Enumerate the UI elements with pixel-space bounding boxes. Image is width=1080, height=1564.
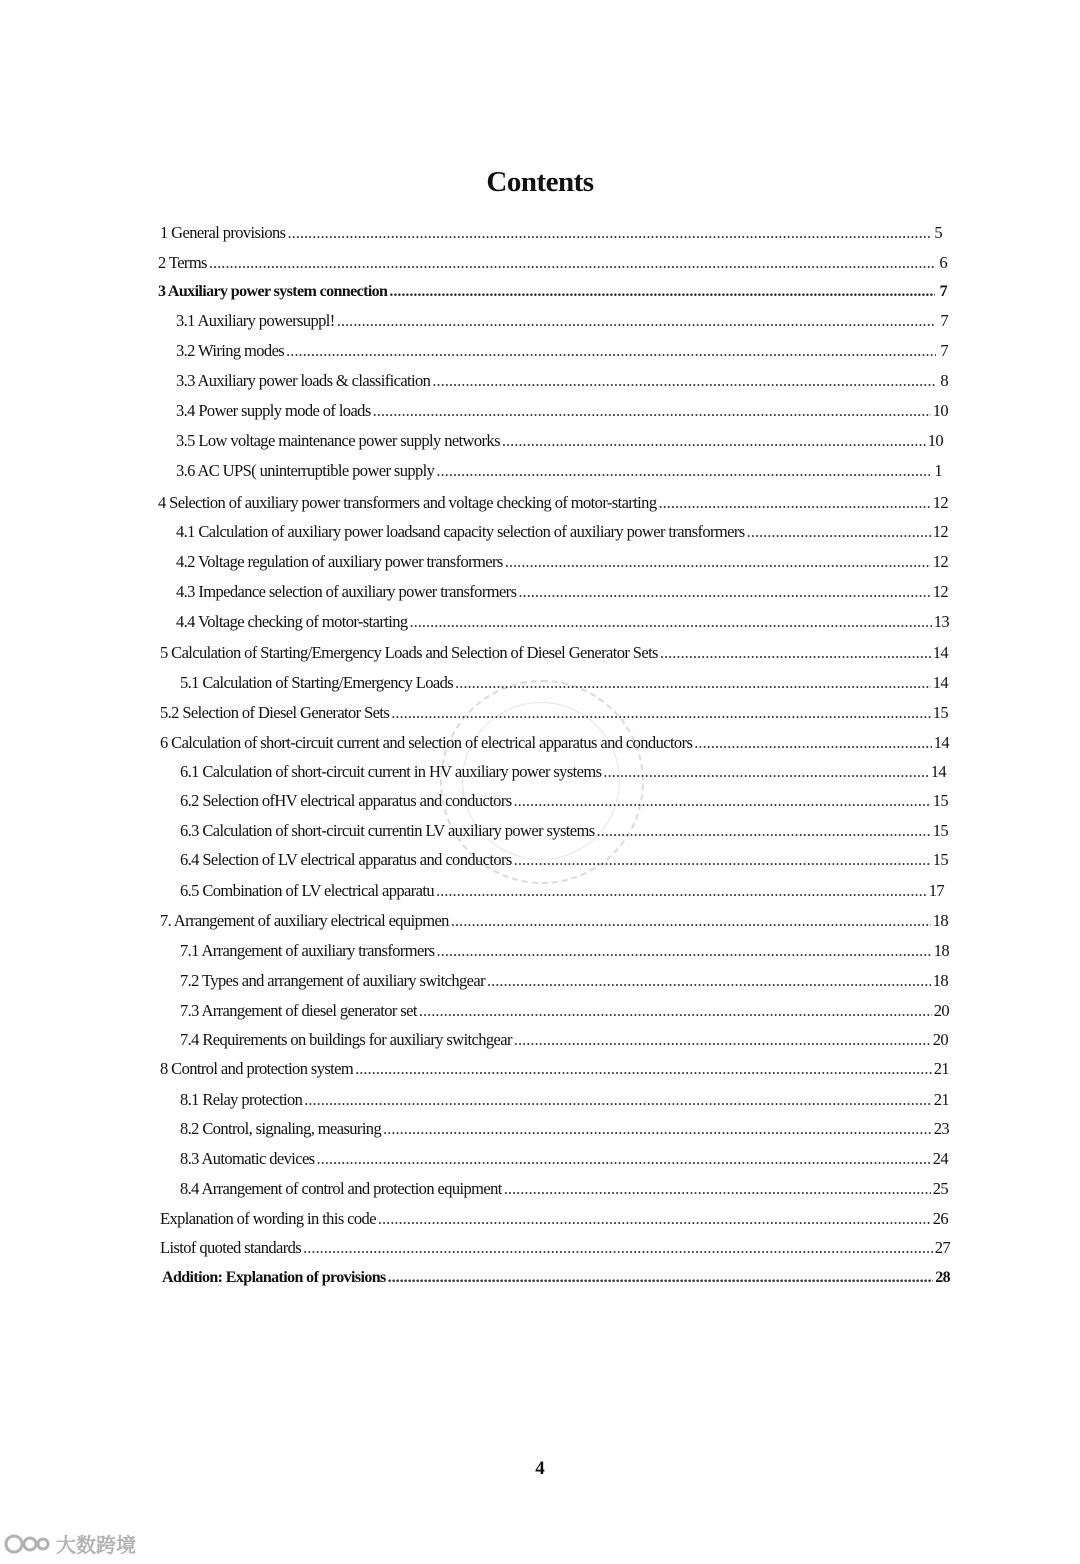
toc-dot-leader	[355, 1056, 932, 1082]
toc-entry-page: 18	[932, 971, 948, 990]
toc-dot-leader	[410, 609, 932, 635]
watermark-logo-icon	[4, 1533, 50, 1555]
toc-entry-page: 10	[932, 401, 948, 420]
toc-entry-page: 28	[935, 1269, 950, 1286]
toc-entry[interactable]	[176, 609, 949, 635]
watermark	[4, 1529, 136, 1558]
toc-entry-label: 8.1 Relay protection	[180, 1090, 303, 1109]
toc-dot-leader	[389, 279, 935, 305]
toc-entry-label: 3.6 AC UPS( uninterruptible power supply	[176, 461, 435, 480]
toc-entry[interactable]	[180, 1116, 949, 1142]
toc-dot-leader	[436, 458, 930, 484]
toc-entry-page: 12	[932, 552, 948, 571]
toc-entry-label: 4 Selection of auxiliary power transformers and voltage checking of motor-starting	[158, 493, 657, 512]
toc-entry-page: 14	[932, 643, 948, 662]
toc-dot-leader	[303, 1235, 933, 1261]
toc-entry[interactable]	[176, 308, 948, 334]
toc-entry-label: 4.3 Impedance selection of auxiliary power transformers	[176, 582, 517, 601]
toc-entry-label: Addition: Explanation of provisions	[162, 1269, 386, 1286]
toc-entry[interactable]	[160, 1056, 949, 1082]
toc-entry[interactable]	[160, 730, 949, 756]
toc-dot-leader	[436, 878, 927, 904]
toc-entry[interactable]	[176, 579, 948, 605]
toc-entry-label: 3.5 Low voltage maintenance power supply networks	[176, 431, 500, 450]
toc-dot-leader	[419, 998, 932, 1024]
toc-entry-label: 4.1 Calculation of auxiliary power loadsand capacity selection of auxiliary power transformers	[176, 522, 745, 541]
toc-entry-page: 15	[932, 703, 948, 722]
toc-entry-label: 7. Arrangement of auxiliary electrical equipmen	[160, 911, 449, 930]
page-number: 4	[535, 1458, 545, 1479]
toc-dot-leader	[504, 1176, 931, 1202]
toc-entry[interactable]	[180, 938, 949, 964]
toc-entry[interactable]	[180, 759, 946, 785]
toc-dot-leader	[383, 1116, 932, 1142]
toc-entry-label: 8 Control and protection system	[160, 1059, 354, 1078]
toc-entry-page: 12	[932, 582, 948, 601]
toc-dot-leader	[317, 1146, 931, 1172]
toc-entry[interactable]	[180, 670, 948, 696]
toc-dot-leader	[286, 338, 936, 364]
toc-entry-page: 14	[933, 733, 949, 752]
toc-entry[interactable]	[180, 788, 948, 814]
toc-entry-page: 26	[932, 1209, 948, 1228]
toc-entry[interactable]	[180, 1027, 948, 1053]
toc-entry[interactable]	[176, 338, 948, 364]
toc-dot-leader	[597, 818, 931, 844]
toc-entry[interactable]	[176, 519, 948, 545]
toc-entry-page: 27	[934, 1238, 950, 1257]
toc-entry-label: 6.3 Calculation of short-circuit currentin LV auxiliary power systems	[180, 821, 595, 840]
toc-dot-leader	[287, 220, 930, 246]
toc-entry[interactable]	[180, 878, 944, 904]
toc-dot-leader	[747, 519, 931, 545]
toc-entry-label: 4.2 Voltage regulation of auxiliary power transformers	[176, 552, 503, 571]
toc-dot-leader	[451, 908, 931, 934]
toc-dot-leader	[487, 968, 931, 994]
toc-dot-leader	[658, 490, 930, 516]
toc-entry-label: 3 Auxiliary power system connection	[158, 283, 388, 300]
toc-dot-leader	[660, 640, 931, 666]
toc-entry-label: Listof quoted standards	[160, 1238, 302, 1257]
toc-entry-page: 7	[940, 311, 948, 330]
toc-entry-label: 7.3 Arrangement of diesel generator set	[180, 1001, 417, 1020]
toc-entry[interactable]	[180, 998, 949, 1024]
toc-dot-leader	[694, 730, 931, 756]
toc-entry[interactable]	[176, 428, 943, 454]
toc-entry[interactable]	[158, 490, 948, 516]
toc-entry[interactable]	[160, 1206, 948, 1232]
toc-entry[interactable]	[162, 1265, 950, 1291]
toc-entry-page: 20	[933, 1001, 949, 1020]
toc-entry[interactable]	[160, 220, 942, 246]
toc-dot-leader	[304, 1087, 931, 1113]
toc-entry-page: 1	[934, 461, 942, 480]
toc-entry[interactable]	[176, 368, 948, 394]
toc-entry-label: 6.2 Selection ofHV electrical apparatus and conductors	[180, 791, 512, 810]
toc-dot-leader	[436, 938, 931, 964]
toc-dot-leader	[337, 308, 936, 334]
toc-entry-label: 3.1 Auxiliary powersuppl!	[176, 311, 335, 330]
toc-dot-leader	[455, 670, 931, 696]
toc-entry-label: 8.3 Automatic devices	[180, 1149, 315, 1168]
toc-entry-page: 23	[933, 1119, 949, 1138]
toc-entry-label: 7.1 Arrangement of auxiliary transformers	[180, 941, 435, 960]
toc-entry-page: 7	[940, 341, 948, 360]
toc-entry-page: 5	[934, 223, 942, 242]
toc-dot-leader	[603, 759, 928, 785]
toc-entry-label: 5.2 Selection of Diesel Generator Sets	[160, 703, 390, 722]
page-title: Contents	[486, 166, 594, 198]
toc-entry-page: 14	[930, 762, 946, 781]
toc-entry-label: 3.2 Wiring modes	[176, 341, 285, 360]
toc-entry-page: 14	[932, 673, 948, 692]
watermark-text: 大数跨境	[56, 1533, 136, 1557]
toc-entry-page: 13	[933, 612, 949, 631]
toc-entry-label: 5.1 Calculation of Starting/Emergency Loads	[180, 673, 454, 692]
toc-dot-leader	[378, 1206, 931, 1232]
toc-entry-label: 2 Terms	[158, 253, 207, 272]
toc-entry[interactable]	[158, 250, 947, 276]
toc-dot-leader	[514, 847, 931, 873]
toc-entry[interactable]	[180, 1176, 948, 1202]
toc-entry-page: 17	[928, 881, 944, 900]
toc-entry-label: 6 Calculation of short-circuit current and selection of electrical apparatus and conductors	[160, 733, 693, 752]
toc-dot-leader	[388, 1265, 934, 1291]
toc-dot-leader	[209, 250, 935, 276]
toc-entry[interactable]	[180, 968, 948, 994]
toc-entry[interactable]	[180, 847, 948, 873]
toc-entry-label: 3.4 Power supply mode of loads	[176, 401, 371, 420]
toc-entry[interactable]	[160, 1235, 950, 1261]
toc-entry-label: 1 General provisions	[160, 223, 286, 242]
toc-entry[interactable]	[180, 1146, 948, 1172]
toc-entry-label: 7.2 Types and arrangement of auxiliary switchgear	[180, 971, 485, 990]
toc-entry-label: 7.4 Requirements on buildings for auxiliary switchgear	[180, 1030, 512, 1049]
toc-dot-leader	[391, 700, 930, 726]
toc-entry-label: 4.4 Voltage checking of motor-starting	[176, 612, 408, 631]
toc-entry[interactable]	[180, 818, 948, 844]
toc-entry-label: 6.1 Calculation of short-circuit current in HV auxiliary power systems	[180, 762, 602, 781]
toc-dot-leader	[505, 549, 931, 575]
toc-dot-leader	[502, 428, 926, 454]
toc-entry[interactable]	[158, 279, 947, 305]
toc-entry-label: Explanation of wording in this code	[160, 1209, 376, 1228]
toc-entry-label: 6.5 Combination of LV electrical apparatu	[180, 881, 434, 900]
toc-dot-leader	[514, 1027, 931, 1053]
toc-entry-page: 21	[933, 1090, 949, 1109]
toc-entry-page: 15	[932, 850, 948, 869]
toc-entry-page: 18	[933, 941, 949, 960]
toc-entry-page: 15	[932, 791, 948, 810]
toc-entry-page: 6	[939, 253, 947, 272]
toc-entry-page: 25	[932, 1179, 948, 1198]
toc-dot-leader	[518, 579, 930, 605]
toc-entry[interactable]	[176, 458, 942, 484]
toc-entry-page: 18	[932, 911, 948, 930]
toc-entry-page: 7	[939, 283, 947, 300]
toc-entry-page: 10	[927, 431, 943, 450]
toc-entry-label: 8.4 Arrangement of control and protection equipment	[180, 1179, 502, 1198]
toc-entry-page: 12	[932, 493, 948, 512]
toc-entry-page: 24	[932, 1149, 948, 1168]
toc-entry-label: 6.4 Selection of LV electrical apparatus and conductors	[180, 850, 512, 869]
toc-entry-page: 21	[933, 1059, 949, 1078]
toc-entry-label: 5 Calculation of Starting/Emergency Loads and Selection of Diesel Generator Sets	[160, 643, 658, 662]
toc-entry[interactable]	[160, 908, 948, 934]
toc-entry[interactable]	[160, 640, 948, 666]
toc-entry[interactable]	[176, 398, 948, 424]
toc-entry-label: 3.3 Auxiliary power loads & classification	[176, 371, 431, 390]
toc-entry-page: 20	[932, 1030, 948, 1049]
toc-entry[interactable]	[180, 1087, 949, 1113]
toc-entry-page: 12	[932, 522, 948, 541]
toc-dot-leader	[432, 368, 936, 394]
toc-entry-page: 15	[932, 821, 948, 840]
toc-entry-page: 8	[940, 371, 948, 390]
toc-dot-leader	[514, 788, 931, 814]
toc-dot-leader	[373, 398, 931, 424]
toc-entry[interactable]	[176, 549, 948, 575]
toc-entry[interactable]	[160, 700, 948, 726]
toc-entry-label: 8.2 Control, signaling, measuring	[180, 1119, 382, 1138]
